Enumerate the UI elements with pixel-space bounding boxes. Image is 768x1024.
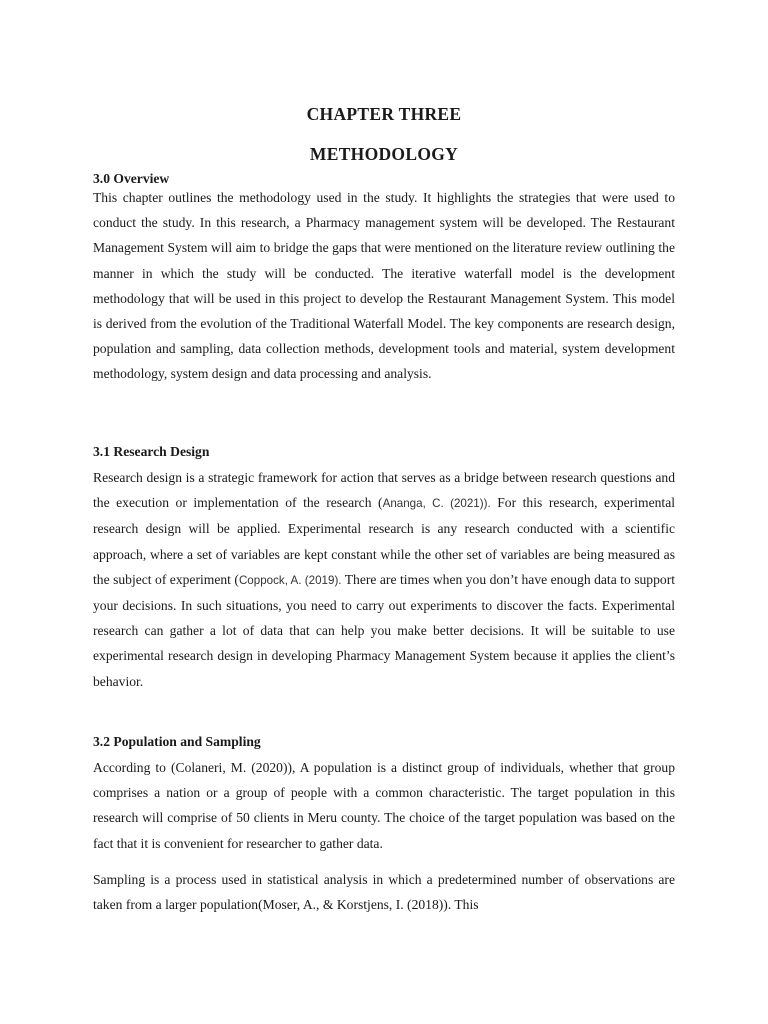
- paragraph-text: Research design is a strategic framework for action that serves as a bridge between research questions and the execution or implementation of the research (: [93, 470, 675, 511]
- paragraph-text: For this research, experimental research design will be applied. Experimental research is any research conducted with a scientific approach, where a set of variables are kept constant while the other set of variables are being measured as the subject of experiment (: [93, 495, 676, 587]
- paragraph-sampling: Sampling is a process used in statistical analysis in which a predetermined number of observations are taken from a larger population(Moser, A., & Korstjens, I. (2018)). This: [93, 872, 675, 913]
- chapter-subtitle: METHODOLOGY: [309, 144, 459, 164]
- paragraph-text: There are times when you don’t have enough data to support your decisions. In such situations, you need to carry out experiments to discover the facts. Experimental research can gather a lot of data that can help you make better decisions. It will be suitable to use experimental research design in developing Pharmacy Management System because it applies the client’s behavior.: [93, 571, 675, 689]
- section-heading-population: 3.2 Population and Sampling: [93, 734, 261, 749]
- citation-coppock: Coppock, A. (2019).: [238, 573, 342, 587]
- section-heading-overview: 3.0 Overview: [93, 171, 170, 186]
- citation-ananga: Ananga, C. (2021)).: [382, 497, 491, 511]
- section-heading-research-design: 3.1 Research Design: [93, 444, 210, 459]
- chapter-title: CHAPTER THREE: [306, 104, 462, 124]
- paragraph-overview: This chapter outlines the methodology used in the study. It highlights the strategies that were used to conduct the study. In this research, a Pharmacy management system will be developed. The Restaurant Management System will aim to bridge the gaps that were mentioned on the literature review outlining the manner in which the study will be conducted. The iterative waterfall model is the development methodology that will be used in this project to develop the Restaurant Management System. This model is derived from the evolution of the Traditional Waterfall Model. The key components are research design, population and sampling, data collection methods, development tools and material, system development methodology, system design and data processing and analysis.: [93, 190, 675, 382]
- paragraph-population: According to (Colaneri, M. (2020)), A population is a distinct group of individuals, whether that group comprises a nation or a group of people with a common characteristic. The target population in this research will comprise of 50 clients in Meru county. The choice of the target population was based on the fact that it is convenient for researcher to gather data.: [93, 760, 675, 851]
- paragraph-research-design: [93, 465, 675, 694]
